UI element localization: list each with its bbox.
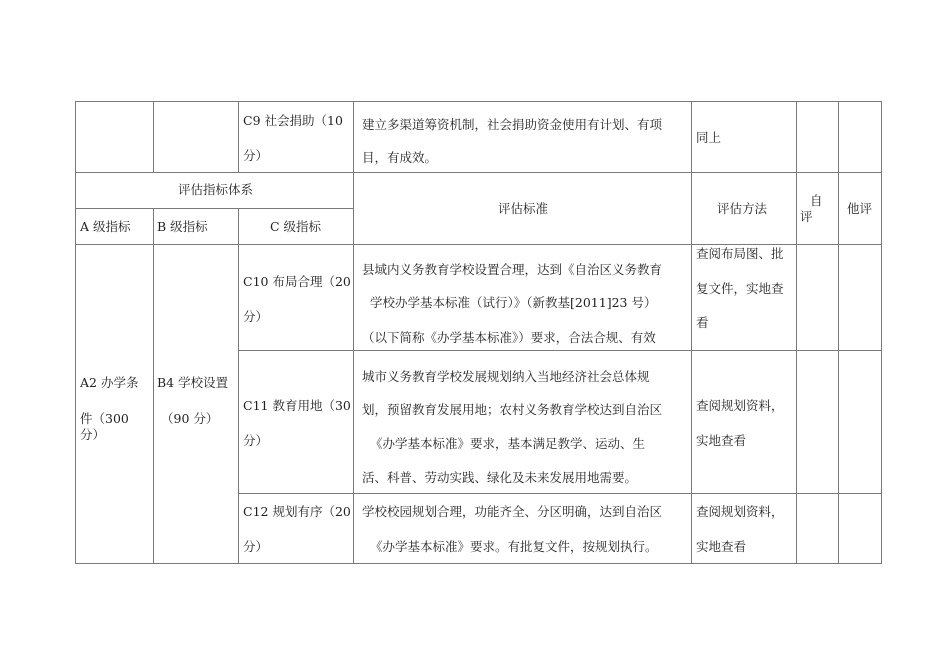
grid-line [75, 244, 881, 245]
header-system: 评估指标体系 [178, 182, 254, 197]
header-method: 评估方法 [717, 201, 768, 216]
grid-line [75, 208, 353, 209]
c10-label: C10 布局合理（20 [243, 274, 351, 289]
c10-standard-cont: 学校办学基本标准（试行）》（新教基[2011]23 号） [370, 295, 657, 310]
c12-method-cont: 实地查看 [696, 539, 747, 554]
c9-standard-cont: 目，有成效。 [362, 150, 438, 165]
grid-line [238, 208, 239, 564]
header-standard: 评估标准 [498, 201, 549, 216]
a2-label-end: 分） [80, 427, 106, 442]
grid-line [691, 101, 692, 564]
c9-label: C9 社会捐助（10 [243, 113, 343, 128]
grid-line [153, 208, 154, 564]
c11-standard-cont: 划，预留教育发展用地；农村义务教育学校达到自治区 [362, 402, 663, 417]
a2-label: A2 办学条 [80, 375, 139, 390]
c9-label-cont: 分） [243, 148, 269, 163]
c10-method-cont: 复文件，实地查 [696, 281, 784, 296]
c11-label: C11 教育用地（30 [243, 398, 351, 413]
c11-standard-3: 《办学基本标准》要求，基本满足教学、运动、生 [370, 436, 646, 451]
c11-standard-4: 活、科普、劳动实践、绿化及未来发展用地需要。 [362, 470, 638, 485]
header-b-level: B 级指标 [157, 219, 208, 234]
header-other-eval: 他评 [847, 201, 873, 216]
grid-line [838, 101, 839, 564]
grid-line [238, 350, 881, 351]
grid-line [238, 493, 881, 494]
c9-method: 同上 [696, 130, 722, 145]
c11-method-cont: 实地查看 [696, 433, 747, 448]
c10-method: 查阅布局图、批 [696, 246, 784, 261]
header-a-level: A 级指标 [80, 219, 131, 234]
c10-label-cont: 分） [243, 309, 269, 324]
grid-line [238, 101, 239, 172]
grid-line [75, 101, 881, 102]
c12-standard-cont: 《办学基本标准》要求。有批复文件，按规划执行。 [370, 539, 658, 554]
grid-line [153, 101, 154, 172]
grid-line [353, 101, 354, 564]
grid-line [75, 563, 881, 564]
c9-standard: 建立多渠道筹资机制，社会捐助资金使用有计划、有项 [362, 117, 663, 132]
grid-line [796, 101, 797, 564]
c10-standard-end: （以下简称《办学基本标准》）要求，合法合规、有效 [362, 330, 656, 345]
c11-method: 查阅规划资料， [696, 398, 784, 413]
c12-label: C12 规划有序（20 [243, 504, 351, 519]
c11-standard: 城市义务教育学校发展规划纳入当地经济社会总体规 [362, 369, 650, 384]
header-self-eval: 自 [810, 193, 823, 208]
c12-standard: 学校校园规划合理，功能齐全、分区明确，达到自治区 [362, 504, 663, 519]
header-c-level: C 级指标 [270, 219, 322, 234]
header-self-eval-cont: 评 [800, 209, 813, 224]
grid-line [881, 101, 882, 564]
a2-label-cont: 件（300 [80, 411, 129, 426]
c12-label-cont: 分） [243, 539, 269, 554]
c11-label-cont: 分） [243, 433, 269, 448]
b4-label-cont: （90 分） [161, 411, 219, 426]
c10-standard: 县域内义务教育学校设置合理，达到《自治区义务教育 [362, 262, 663, 277]
grid-line [75, 101, 76, 564]
b4-label: B4 学校设置 [157, 375, 229, 390]
grid-line [75, 172, 881, 173]
c12-method: 查阅规划资料， [696, 504, 784, 519]
c10-method-end: 看 [696, 315, 709, 330]
